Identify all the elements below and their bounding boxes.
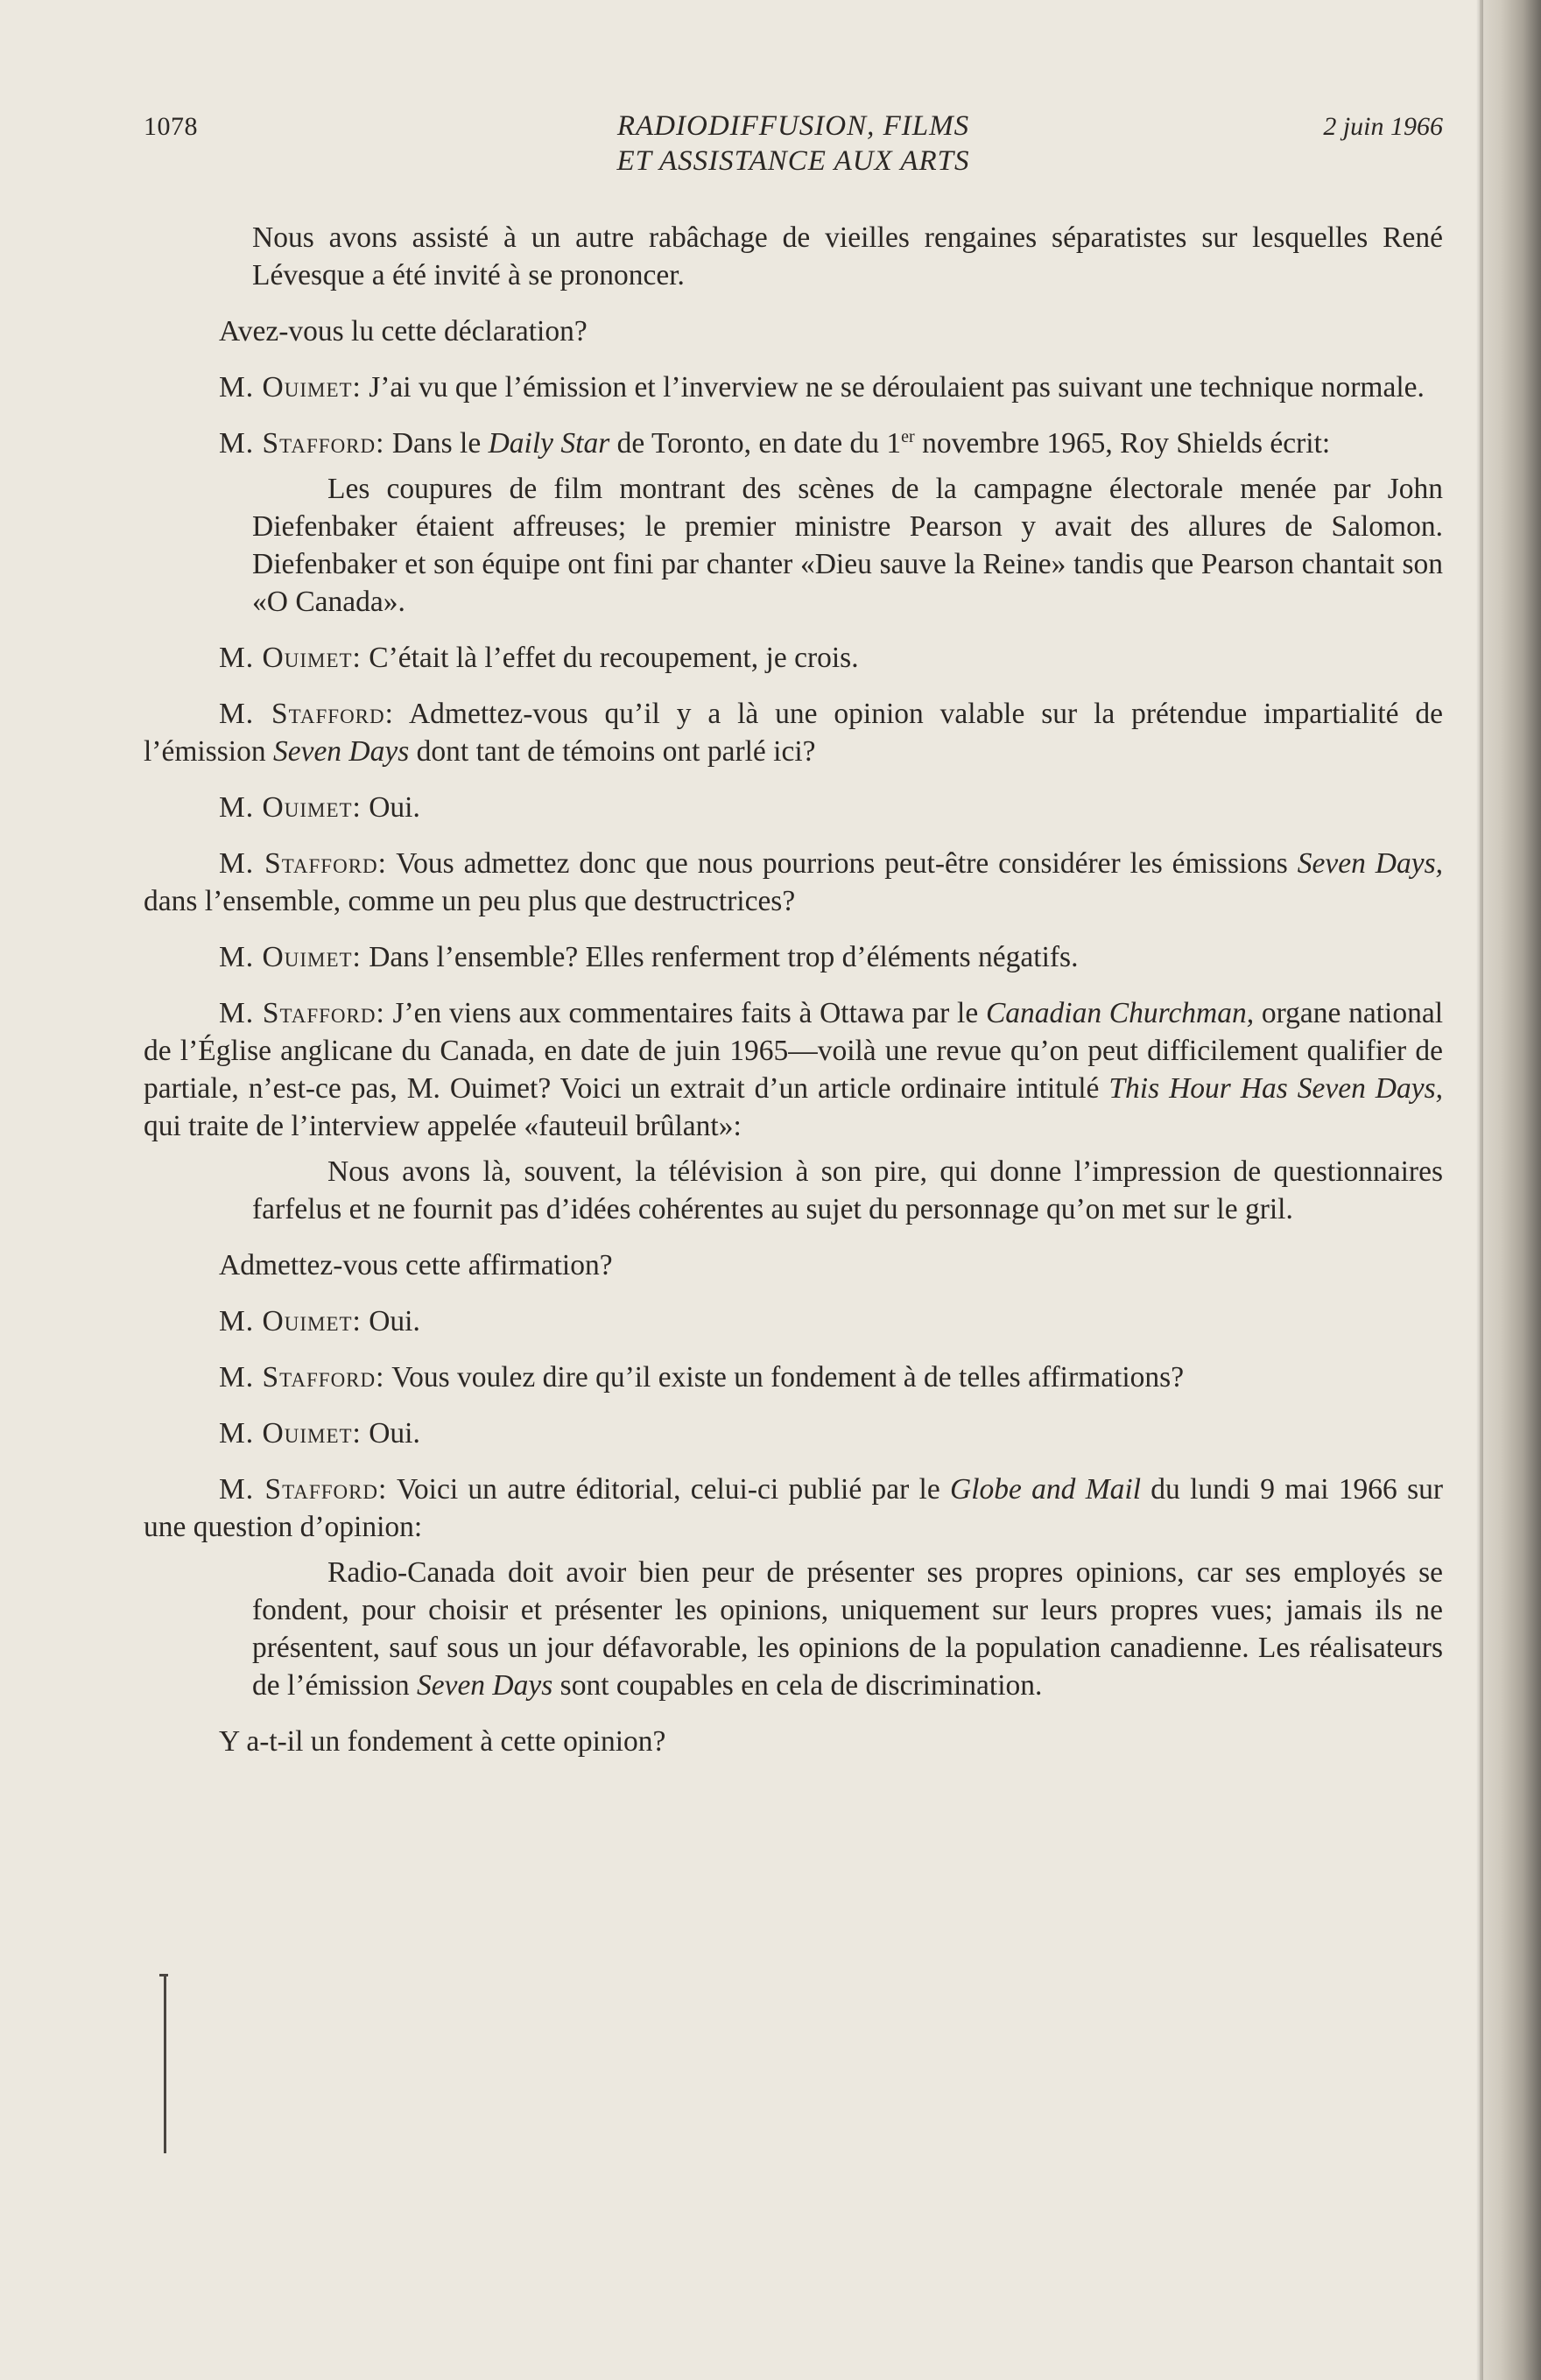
paragraph-text: Oui. <box>361 1305 420 1337</box>
paragraph <box>144 994 1443 1145</box>
speaker-name: M. Stafford: <box>219 997 385 1029</box>
paragraph <box>144 425 1443 462</box>
paragraph-text: Admettez-vous cette affirmation? <box>219 1249 613 1281</box>
paragraph <box>144 1415 1443 1452</box>
running-title-line-2: ET ASSISTANCE AUX ARTS <box>616 145 970 177</box>
speaker-name: M. Stafford: <box>219 427 385 460</box>
paragraph <box>144 695 1443 770</box>
running-title-line-1: RADIODIFFUSION, FILMS <box>616 110 970 142</box>
publication-title: Globe and Mail <box>950 1473 1141 1506</box>
paragraph <box>144 639 1443 677</box>
speaker-name: M. Stafford: <box>219 1361 385 1394</box>
quote-text: sont coupables en cela de discrimination. <box>552 1669 1043 1702</box>
speaker-name: M. Stafford: <box>219 847 387 880</box>
block-quote <box>144 1554 1443 1704</box>
paragraph-text: dont tant de témoins ont parlé ici? <box>409 735 816 768</box>
paragraph <box>144 1246 1443 1284</box>
paragraph-text: organe national de l’Église anglicane du Canada, en date de juin 1965—voilà une revue qu’on peut difficilement qualifier de partiale, n’est-ce pas, M. Ouimet? Voici un extrait d’un article ordinaire intitulé <box>144 997 1444 1105</box>
paragraph-text: C’était là l’effet du recoupement, je crois. <box>361 642 859 674</box>
book-gutter <box>1480 0 1541 2380</box>
paragraph-text: qui traite de l’interview appelée «fauteuil brûlant»: <box>144 1110 742 1142</box>
article-title: This Hour Has Seven Days, <box>1108 1072 1443 1105</box>
margin-mark <box>164 1974 166 2153</box>
paragraph <box>144 1471 1443 1546</box>
paragraph <box>144 938 1443 976</box>
paragraph-text: Vous admettez donc que nous pourrions peut-être considérer les émissions <box>386 847 1298 880</box>
paragraph-text: Avez-vous lu cette déclaration? <box>219 315 588 348</box>
paragraph <box>144 369 1443 406</box>
paragraph-text: de Toronto, en date du 1 <box>609 427 902 460</box>
quote-text: Radio-Canada doit avoir bien peur de présenter ses propres opinions, car ses employés se fondent, pour choisir et présenter les opinions, uniquement sur leurs propres vues; jamais ils ne présentent, sauf sous un jour défavorable, les opinions de la population canadienne. Les réalisateurs de l’émission <box>252 1556 1443 1702</box>
margin-mark-tick <box>159 1974 168 1976</box>
paragraph-text: Dans le <box>384 427 489 460</box>
speaker-name: M. Ouimet: <box>219 642 362 674</box>
page-body <box>144 219 1443 1779</box>
block-quote <box>144 470 1443 621</box>
page-number: 1078 <box>144 112 198 141</box>
speaker-name: M. Ouimet: <box>219 1417 362 1450</box>
paragraph <box>144 789 1443 826</box>
paragraph-text: novembre 1965, Roy Shields écrit: <box>914 427 1331 460</box>
gutter-shadow <box>1476 0 1483 2380</box>
paragraph-text: du lundi 9 mai 1966 sur une question d’opinion: <box>144 1473 1444 1543</box>
program-title: Seven Days, <box>1297 847 1443 880</box>
paragraph <box>144 1358 1443 1396</box>
running-header <box>144 112 1443 191</box>
paragraph-text: Vous voulez dire qu’il existe un fondement à de telles affirmations? <box>384 1361 1185 1394</box>
paragraph-text: Voici un autre éditorial, celui-ci publié par le <box>387 1473 951 1506</box>
speaker-name: M. Ouimet: <box>219 371 362 404</box>
paragraph <box>144 845 1443 920</box>
speaker-name: M. Stafford: <box>219 1473 388 1506</box>
quote-text: Nous avons assisté à un autre rabâchage de vieilles rengaines séparatistes sur lesquelles René Lévesque a été invité à se prononcer. <box>252 221 1443 291</box>
paragraph-text: J’ai vu que l’émission et l’inverview ne se déroulaient pas suivant une technique normale. <box>361 371 1425 404</box>
block-quote <box>144 1153 1443 1228</box>
paragraph-text: J’en viens aux commentaires faits à Ottawa par le <box>384 997 986 1029</box>
paragraph-text: Oui. <box>361 791 420 824</box>
publication-title: Canadian Churchman, <box>985 997 1255 1029</box>
paragraph-text: Dans l’ensemble? Elles renferment trop d’éléments négatifs. <box>361 941 1079 973</box>
program-title: Seven Days <box>272 735 410 768</box>
quote-text: Les coupures de film montrant des scènes de la campagne électorale menée par John Diefenbaker étaient affreuses; le premier ministre Pearson y avait des allures de Salomon. Diefenbaker et son équipe ont fini par chanter «Dieu sauve la Reine» tandis que Pearson chantait son «O Canada». <box>252 473 1443 618</box>
speaker-name: M. Ouimet: <box>219 791 362 824</box>
paragraph <box>144 1302 1443 1340</box>
quote-text: Nous avons là, souvent, la télévision à son pire, qui donne l’impression de questionnaires farfelus et ne fournit pas d’idées cohérentes au sujet du personnage qu’on met sur le gril. <box>252 1155 1443 1225</box>
speaker-name: M. Stafford: <box>219 698 394 730</box>
publication-title: Daily Star <box>488 427 610 460</box>
header-date: 2 juin 1966 <box>1323 112 1443 141</box>
paragraph <box>144 1723 1443 1760</box>
speaker-name: M. Ouimet: <box>219 941 362 973</box>
program-title: Seven Days <box>416 1669 553 1702</box>
paragraph-text: dans l’ensemble, comme un peu plus que destructrices? <box>144 885 796 917</box>
paragraph <box>144 312 1443 350</box>
speaker-name: M. Ouimet: <box>219 1305 362 1337</box>
ordinal-superscript: er <box>901 426 915 446</box>
paragraph-text: Admettez-vous qu’il y a là une opinion valable sur la prétendue impartialité de l’émission <box>144 698 1444 768</box>
paragraph-text: Y a-t-il un fondement à cette opinion? <box>219 1725 666 1758</box>
quote-paragraph <box>144 219 1443 294</box>
paragraph-text: Oui. <box>361 1417 420 1450</box>
